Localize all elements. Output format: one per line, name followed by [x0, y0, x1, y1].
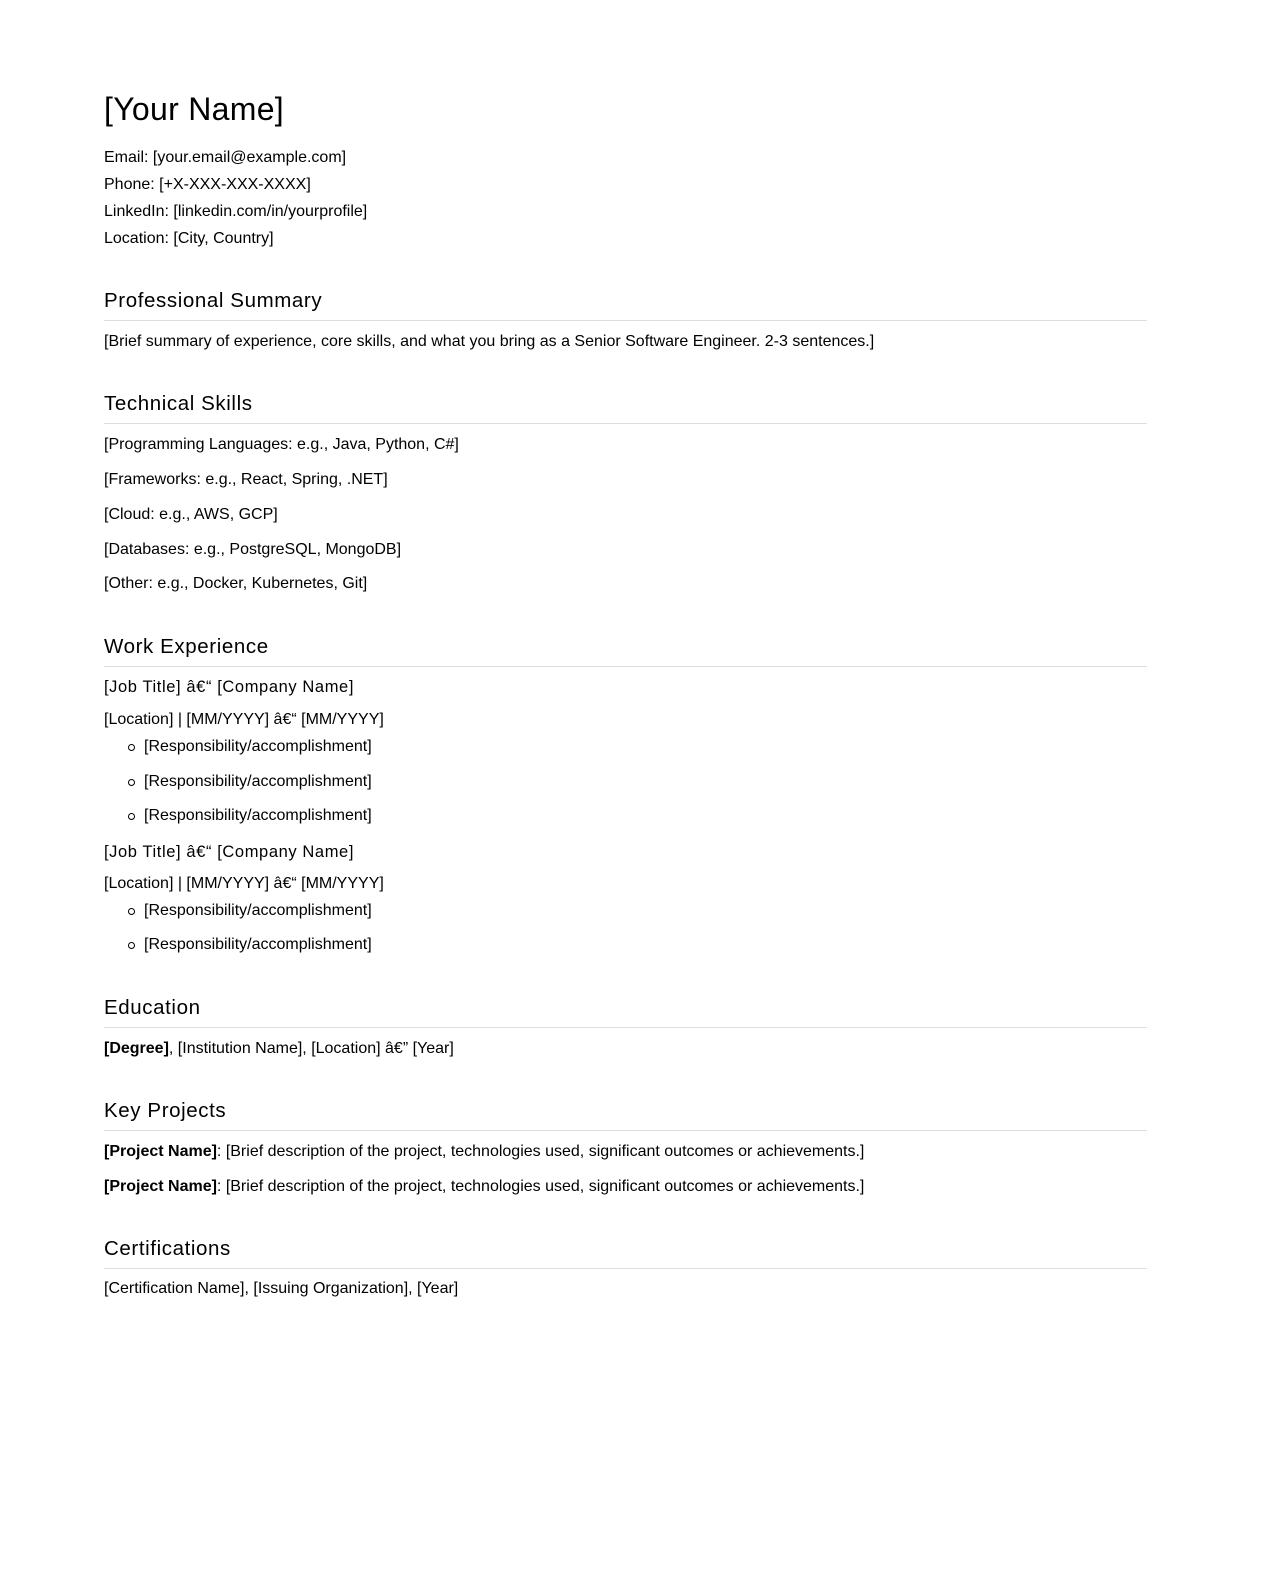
project-desc: : [Brief description of the project, technologies used, significant outcomes or achievements.]: [216, 1143, 865, 1160]
education-entry: [104, 1039, 454, 1059]
job-title: [Job Title] â€“ [Company Name]: [104, 678, 355, 696]
job-bullet: [Responsibility/accomplishment]: [144, 807, 372, 824]
section-title-projects: Key Projects: [104, 1099, 227, 1122]
job-bullet: [Responsibility/accomplishment]: [144, 773, 372, 790]
project-desc: : [Brief description of the project, technologies used, significant outcomes or achievements.]: [216, 1178, 865, 1195]
section-divider: [104, 1027, 1147, 1028]
section-divider: [104, 423, 1147, 424]
project-item: [104, 1177, 864, 1197]
section-title-education: Education: [104, 996, 201, 1019]
job-meta: [Location] | [MM/YYYY] â€“ [MM/YYYY]: [104, 711, 384, 728]
project-name: [Project Name]: [104, 1143, 217, 1160]
contact-phone: Phone: [+X-XXX-XXX-XXXX]: [104, 176, 311, 193]
job-bullet: [Responsibility/accomplishment]: [144, 738, 372, 755]
skill-item: [Frameworks: e.g., React, Spring, .NET]: [104, 471, 388, 488]
job-meta: [Location] | [MM/YYYY] â€“ [MM/YYYY]: [104, 875, 384, 892]
section-title-skills: Technical Skills: [104, 392, 253, 415]
job-bullet: [Responsibility/accomplishment]: [144, 902, 372, 919]
contact-linkedin: LinkedIn: [linkedin.com/in/yourprofile]: [104, 203, 368, 220]
resume-page: [104, 0, 1147, 1297]
project-name: [Project Name]: [104, 1178, 217, 1195]
section-divider: [104, 1130, 1147, 1131]
section-divider: [104, 320, 1147, 321]
section-title-summary: Professional Summary: [104, 289, 323, 312]
section-title-certifications: Certifications: [104, 1237, 231, 1260]
skill-item: [Programming Languages: e.g., Java, Python, C#]: [104, 436, 459, 453]
contact-location: Location: [City, Country]: [104, 230, 274, 247]
job-bullet: [Responsibility/accomplishment]: [144, 936, 372, 953]
skill-item: [Databases: e.g., PostgreSQL, MongoDB]: [104, 541, 402, 558]
resume-name: [Your Name]: [104, 91, 284, 127]
education-details: , [Institution Name], [Location] â€” [Year]: [168, 1040, 454, 1057]
skill-item: [Other: e.g., Docker, Kubernetes, Git]: [104, 575, 368, 592]
skill-item: [Cloud: e.g., AWS, GCP]: [104, 506, 278, 523]
job-title: [Job Title] â€“ [Company Name]: [104, 843, 355, 861]
education-degree: [Degree]: [104, 1040, 169, 1057]
section-title-experience: Work Experience: [104, 635, 269, 658]
section-divider: [104, 1268, 1147, 1269]
project-item: [104, 1142, 864, 1162]
contact-email: Email: [your.email@example.com]: [104, 149, 347, 166]
summary-text: [Brief summary of experience, core skills, and what you bring as a Senior Software Engineer. 2-3 sentences.]: [104, 333, 875, 350]
section-divider: [104, 666, 1147, 667]
certification-item: [Certification Name], [Issuing Organization], [Year]: [104, 1280, 459, 1297]
